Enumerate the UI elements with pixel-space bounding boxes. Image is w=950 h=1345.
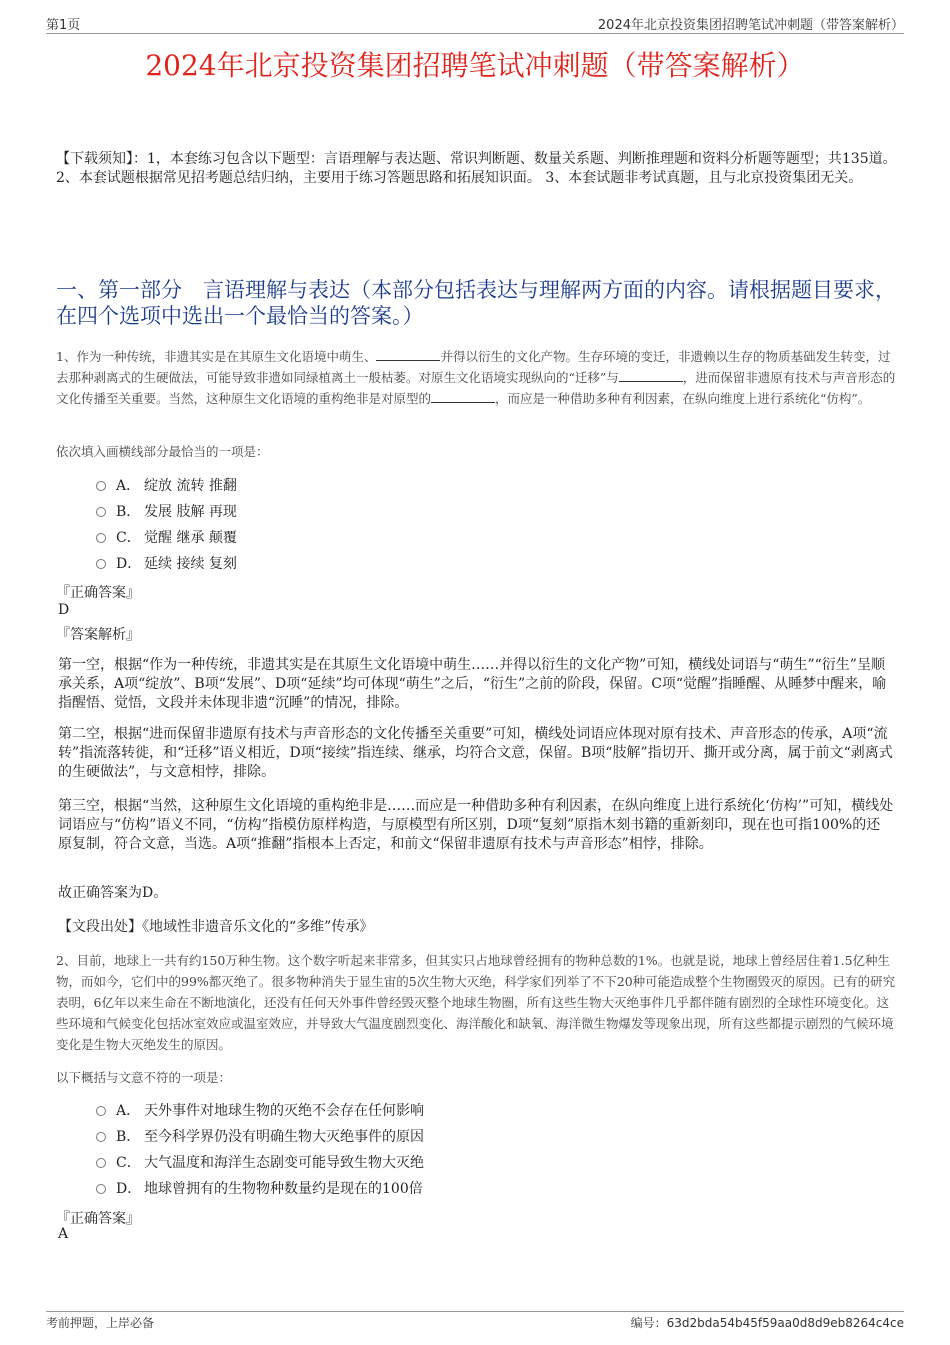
page-header [46,14,904,34]
blank-3 [431,390,495,403]
answer-label: 『正确答案』 [56,1211,140,1227]
page-number: 第1页 [46,18,81,33]
q2-option-b[interactable]: B． 至今科学界仍没有明确生物大灭绝事件的原因 [96,1127,424,1147]
header-doc-title: 2024年北京投资集团招聘笔试冲刺题（带答案解析） [597,18,904,33]
q1-option-a[interactable]: A． 绽放 流转 推翻 [96,476,237,496]
question-2-stem: 2、目前，地球上一共有约150万种生物。这个数字听起来非常多，但其实只占地球曾经拥有的物种总数的1%。也就是说，地球上曾经居住着1.5亿种生物，而如今，它们中的99%都灭绝了。很多物种消失于显生宙的5次生物大灭绝，科学家们列举了不下20种可能造成整个生物圈毁灭的原因。已有的研究表明，6亿年以来生命在不断地演化，还没有任何天外事件曾经毁灭整个地球生物圈，所有这些生物大灭绝事件几乎都伴随有剧烈的全球性环境变化。这些环境和气候变化包括冰室效应或温室效应，并导致大气温度剧烈变化、海洋酸化和缺氧、海洋微生物爆发等现象出现，所有这些都提示剧烈的气候环境变化是生物大灭绝发生的原因。 [56,953,896,1052]
q1-option-d[interactable]: D． 延续 接续 复刻 [96,554,237,574]
footer-serial: 编号：63d2bda54b45f59aa0d8d9eb8264c4ce [630,1316,904,1330]
header-divider [46,33,904,34]
question-1-stem: 1、作为一种传统，非遗其实是在其原生文化语境中萌生、 并得以衍生的文化产物。生存环境的变迁，非遗赖以生存的物质基础发生转变，过去那种剥离式的生硬做法，可能导致非遗如同绿植离土一般枯萎。对原生文化语境实现纵向的“迁移”与 ，进而保留非遗原有技术与声音形态的文化传播至关重要。当然，这种原生文化语境的重构绝非是对原型的 ，而应是一种借助多种有利因素，在纵向维度上进行系统化“仿构”。 [56,349,896,406]
radio-icon[interactable] [96,1106,106,1116]
radio-icon[interactable] [96,559,106,569]
radio-icon[interactable] [96,1132,106,1142]
question-1-prompt: 依次填入画横线部分最恰当的一项是： [56,444,269,459]
analysis-label: 『答案解析』 [56,627,140,643]
blank-2 [619,369,683,382]
analysis-paragraph: 第三空，根据“当然，这种原生文化语境的重构绝非是……而应是一种借助多种有利因素，在纵向维度上进行系统化‘仿构’”可知，横线处词语应与“仿构”语义不同，“仿构”指模仿原样构造，与原模型有所区别，D项“复刻”原指木刻书籍的重新刻印，现在也可指100%的还原复制，符合文意，当选。A项“推翻”指根本上否定，和前文“保留非遗原有技术与声音形态”相悖，排除。 [58,798,894,852]
analysis-paragraph: 第一空，根据“作为一种传统，非遗其实是在其原生文化语境中萌生……并得以衍生的文化产物”可知，横线处词语与“萌生”“衍生”呈顺承关系，A项“绽放”、B项“发展”、D项“延续”均可体现“萌生”之后，“衍生”之前的阶段，保留。C项“觉醒”指睡醒、从睡梦中醒来，喻指醒悟、觉悟，文段并未体现非遗“沉睡”的情况，排除。 [58,657,887,711]
source-citation: 【文段出处】《地域性非遗音乐文化的“多维”传承》 [58,919,374,935]
q2-option-d[interactable]: D． 地球曾拥有的生物物种数量约是现在的100倍 [96,1179,423,1199]
q2-option-c[interactable]: C． 大气温度和海洋生态剧变可能导致生物大灭绝 [96,1153,424,1173]
section-heading: 一、第一部分 言语理解与表达（本部分包括表达与理解两方面的内容。请根据题目要求，在四个选项中选出一个最恰当的答案。） [56,278,896,328]
radio-icon[interactable] [96,533,106,543]
radio-icon[interactable] [96,481,106,491]
q1-option-c[interactable]: C． 觉醒 继承 颠覆 [96,528,237,548]
footer-divider [46,1311,904,1312]
correct-answer: D [58,602,70,618]
download-notice: 【下载须知】：1，本套练习包含以下题型：言语理解与表达题、常识判断题、数量关系题、判断推理题和资料分析题等题型；共135道。 2、本套试题根据常见招考题总结归纳，主要用于练习答题思路和拓展知识面。 3、本套试题非考试真题，且与北京投资集团无关。 [56,151,897,186]
footer-slogan: 考前押题，上岸必备 [46,1316,155,1330]
radio-icon[interactable] [96,507,106,517]
q2-option-a[interactable]: A． 天外事件对地球生物的灭绝不会存在任何影响 [96,1101,424,1121]
radio-icon[interactable] [96,1158,106,1168]
radio-icon[interactable] [96,1184,106,1194]
blank-1 [376,348,440,361]
question-2-prompt: 以下概括与文意不符的一项是： [56,1070,232,1085]
document-title: 2024年北京投资集团招聘笔试冲刺题（带答案解析） [145,49,805,82]
q1-option-b[interactable]: B． 发展 肢解 再现 [96,502,237,522]
analysis-conclusion: 故正确答案为D。 [58,885,168,901]
answer-label: 『正确答案』 [56,585,140,601]
correct-answer: A [58,1226,69,1242]
analysis-paragraph: 第二空，根据“进而保留非遗原有技术与声音形态的文化传播至关重要”可知，横线处词语应体现对原有技术、声音形态的传承，A项“流转”指流落转徙，和“迁移”语义相近，D项“接续”指连续、继承，均符合文意，保留。B项“肢解”指切开、撕开或分离，属于前文“剥离式的生硬做法”，与文意相悖，排除。 [58,726,893,780]
